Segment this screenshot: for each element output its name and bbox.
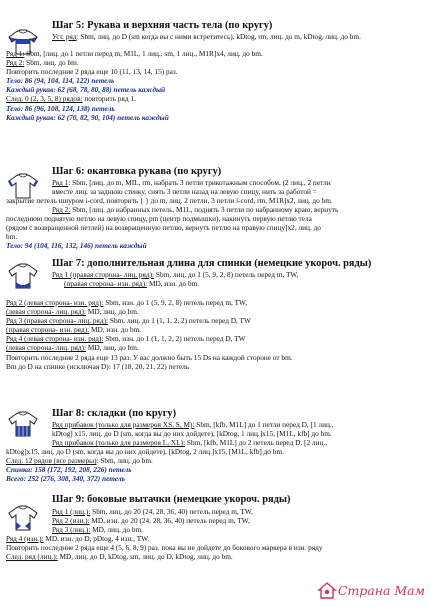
sweater-pleat-icon <box>6 410 40 438</box>
step-6-title: Шаг 6: окантовка рукава (по кругу) <box>52 166 222 177</box>
step-6-rows <box>6 196 426 251</box>
s7-row-3b-text: MD, изн. до bm. <box>89 325 142 335</box>
step-8-title: Шаг 8: складки (по кругу) <box>52 408 177 419</box>
s8-next-text: : Sbm, лиц. до bm. <box>96 456 153 466</box>
row-1-text: Sbm, [лиц. до 1 петли перед m, M1L, 1 лиц., sm, 1 лиц., M1R]x4, лиц. до bm. <box>24 49 263 58</box>
body-stitch-count-final: Тело: 86 (96, 108, 124, 138) петель <box>6 103 115 113</box>
s6-line-2: вместе лиц. за заднюю стенку, снять 3 петли назад на левую спицу, нить за работой = <box>52 187 317 197</box>
step-5-title: Шаг 5: Рукава и верхняя часть тела (по кругу) <box>52 20 273 31</box>
sleeve-stitch-count-final: Каждый рукав: 62 (70, 82, 90, 104) петель каждый <box>6 112 169 122</box>
s6-row-2-label: Ряд 2: <box>52 205 71 215</box>
step-7-title: Шаг 7: дополнительная длина для спинки (немецкие укороч. ряды) <box>52 258 372 269</box>
s6-row-1-label: Ряд 1 <box>52 178 69 187</box>
s7-row-4b-text: MD, лиц. до bm. <box>86 343 139 353</box>
s6-line-3: закрытие петель шнуром i-cord, повторить { } до m, лиц. 2 петли, 3 петли i-cord, rm, M1R]x2, лиц. до bm. <box>6 196 333 205</box>
step-8-rows <box>6 447 426 483</box>
s6-row-1-text: : Sbm, [лиц. до m, MIL, rm, набрать 3 петли трикотажным способом, (2 лиц., 2 петли <box>68 178 331 187</box>
step-8-body <box>52 420 424 447</box>
s9-row-1-text: Sbm, лиц. до 20 (24, 28, 36, 40) петель перед m, TW, <box>90 507 253 516</box>
next-rows-text: повторить ряд 1. <box>82 94 136 104</box>
s8-next-label: След. 12 рядов (все размеры) <box>6 456 97 466</box>
s7-row-1-text: Sbm, лиц. до 1 (5, 9, 2, 8) петель перед m, TW, <box>154 270 299 279</box>
s7-row-2-label: Ряд 2 (левая сторона- изн. ряд): <box>6 298 104 307</box>
s9-row-1-label: Ряд 1 (лиц.): <box>52 507 91 516</box>
s6-row-2-text: Sbm, [лиц. до набранных петель, M1L, поднять 3 петли по набранному краю, вернуть <box>70 205 339 215</box>
s9-row-2-label: Ряд 2 (изн.): <box>52 516 90 526</box>
s7-row-1-label: Ряд 1 (правая сторона- лиц. ряд): <box>52 270 155 279</box>
sleeve-stitch-count: Каждый рукав: 62 (68, 78, 80, 88) петель каждый <box>6 85 166 95</box>
s8-inc-l-text: Sbm, [kfb, M1L] до 2 петель перед D, [2 лиц., <box>185 438 328 448</box>
s7-back-count: Вm до D на спинке (исключая D): 17 (18, 20, 21, 22) петель <box>6 361 190 371</box>
s9-row-3-label: Ряд 3 (лиц.): <box>52 525 91 535</box>
s9-row-4-text: MD, изн. до D, pDtog, 4 изн., TW. <box>43 534 150 543</box>
s7-row-4-text: Sbm, изн. до 1 (1, 1, 2, 2) петель перед D, TW <box>103 334 246 344</box>
sweater-dart-icon <box>6 504 40 532</box>
row-1-label: Ряд 1: <box>6 49 25 58</box>
step-5-body <box>52 32 424 50</box>
row-2-label: Ряд 2: <box>6 58 25 68</box>
s7-row-4b-label: (левая сторона- лиц. ряд): <box>6 343 87 353</box>
watermark-text: Страна Мам <box>337 583 425 598</box>
step-7-rows <box>6 298 426 371</box>
s7-row-4-label: Ряд 4 (левая сторона- изн. ряд): <box>6 334 104 344</box>
step-7-body <box>52 270 424 288</box>
s6-line-6: (рядом с возвращенной петлей) на возвращенную петлю, вернуть петлю на правую спицу]x2, лиц. до <box>6 223 321 233</box>
s8-total-count: Всего: 252 (276, 308, 340, 372) петель <box>6 474 125 484</box>
s6-line-7: bm. <box>6 232 18 242</box>
s9-repeat: Повторить последние 2 ряда еще 4 (5, 6, 8, 9) раз. пока вы не дойдете до бокового маркера в изн. ряду <box>6 543 323 553</box>
s8-inc-l-label: Ряд прибавок (только для размеров L, XL): <box>52 438 186 448</box>
s7-row-3-label: Ряд 3 (правая сторона- лиц. ряд): <box>6 316 109 326</box>
s9-row-3-text: MD, лиц. до bm. <box>90 525 143 535</box>
s8-inc-xs-label: Ряд прибавок (только для размеров XS, S, M): <box>52 420 195 429</box>
s7-row-3-text: Sbm, лиц. до 1 (1, 1, 2, 2) петель перед D, TW <box>108 316 251 326</box>
s7-row-1b-text: MD, изн. до bm. <box>147 279 200 289</box>
s7-row-2b-label: (левая сторона- лиц. ряд): <box>6 307 87 317</box>
s8-inc-xs-text: Sbm, [kfb, M1L] до 1 петли перед D, [1 лиц., <box>194 420 334 429</box>
repeat-instruction: Повторить последние 2 ряда еще 10 (11, 13, 14, 15) раз. <box>6 67 178 77</box>
setup-row-text: : Sbm, лиц. до D (sm когда вы с ними встретитесь), kDtog, rm, лиц. до m, kDtog, лиц. до bm. <box>76 32 361 41</box>
s9-row-4-label: Ряд 4 (изн.): <box>6 534 44 543</box>
house-logo-icon <box>317 580 337 600</box>
s6-line-5: последнюю поднятую петлю на левую спицу, pm (центр подмышки), накинуть первую петлю тела <box>6 214 312 224</box>
s9-next-row-label: След. ряд (лиц.): <box>6 552 58 562</box>
step-5-rows <box>6 49 426 122</box>
s8-inc-xs-text-2: kDtog] x15, лиц. до D (sm, когда вы до них дойдете), [kDtog, 1 лиц.]x15, [M1L, kfb] до bm. <box>52 429 332 439</box>
row-2-text: Sbm, лиц. до bm. <box>24 58 79 68</box>
step-6-body <box>52 178 424 196</box>
step-9-title: Шаг 9: боковые вытачки (немецкие укороч. ряды) <box>52 494 291 505</box>
s7-repeat: Повторить последние 2 ряда еще 13 раз. У вас должно быть 15 Ds на каждой стороне от bm. <box>6 352 293 362</box>
s8-back-count: Спинка: 158 (172, 192, 208, 226) петель <box>6 465 132 475</box>
step-9-rows <box>6 534 426 561</box>
s7-row-2b-text: MD, лиц. до bm. <box>86 307 139 317</box>
setup-row-label: Уст. ряд <box>52 32 77 41</box>
s7-row-2-text: Sbm, изн. до 1 (5, 9, 2, 8) петель перед m, TW, <box>103 298 248 307</box>
s7-row-1b-label: (правая сторона- изн. ряд): <box>64 279 148 289</box>
s8-inc-l-text-2: kDtog]x15, лиц. до D (sm, когда вы до них дойдете), [kDtog, 2 лиц.]x15, [M1L, kfb] до bm. <box>6 447 284 456</box>
site-watermark <box>317 578 425 604</box>
s9-row-2-text: MD, изн. до 20 (24, 28, 36, 40) петель перед m, TW, <box>89 516 250 526</box>
next-rows-label: След. 0 (2, 3, 5, 8) рядов: <box>6 94 83 104</box>
s9-next-row-text: MD, лиц. до D, kDtog, sm, лиц. до D, kDtog, лиц. до bm. <box>57 552 233 562</box>
sweater-back-icon <box>6 262 40 290</box>
step-9-body <box>52 507 424 534</box>
body-stitch-count: Тело: 86 (94, 104, 114, 122) петель <box>6 76 115 86</box>
s7-row-3b-label: (правая сторона- изн. ряд): <box>6 325 90 335</box>
s6-body-count: Тело: 94 (104, 116, 132, 146) петель каждый <box>6 241 147 251</box>
